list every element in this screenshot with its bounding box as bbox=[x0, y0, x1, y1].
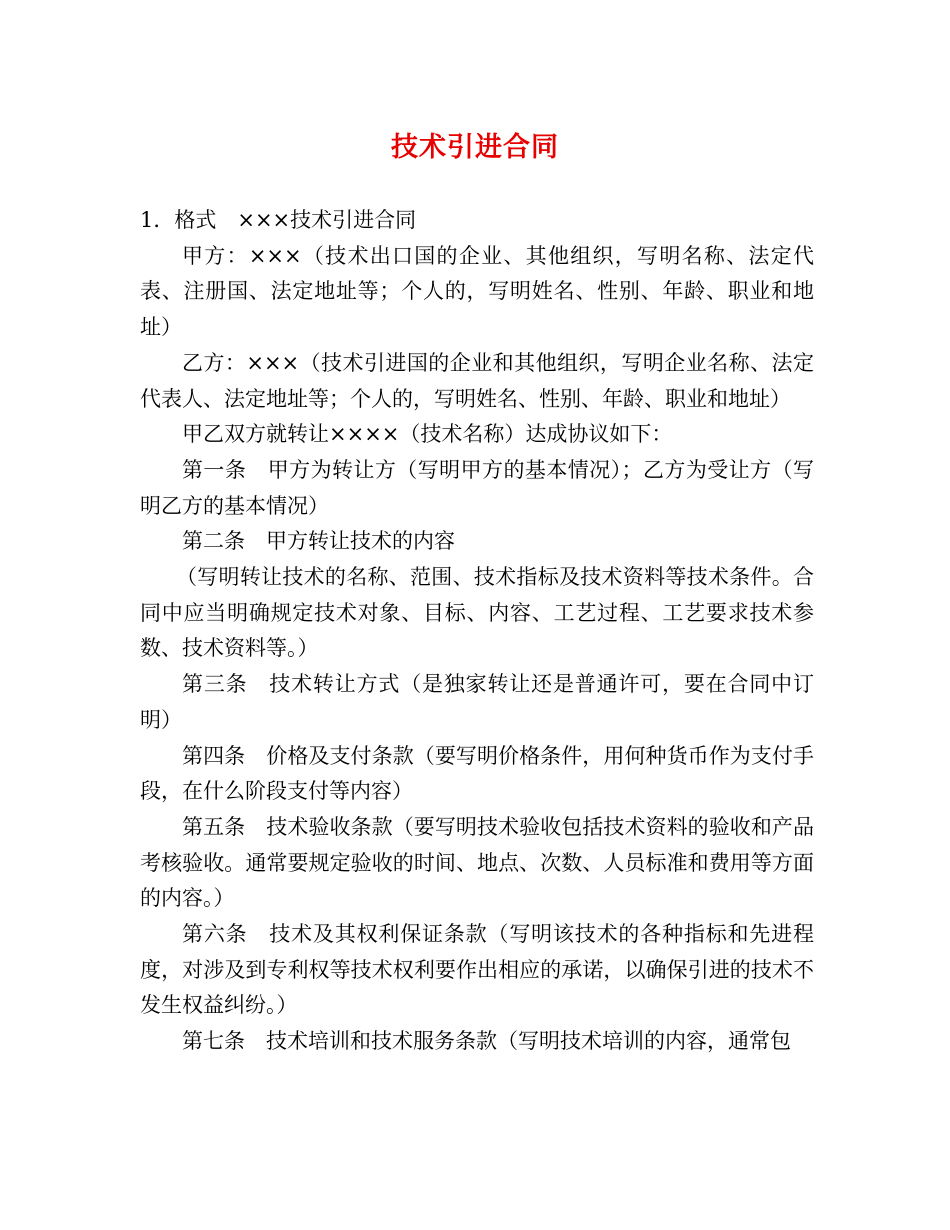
paragraph-article-7: 第七条 技术培训和技术服务条款（写明技术培训的内容，通常包 bbox=[182, 1029, 791, 1054]
paragraph-party-a: 甲方：×××（技术出口国的企业、其他组织，写明名称、法定代表、注册国、法定地址等；个人的，写明姓名、性别、年龄、职业和地址） bbox=[140, 243, 814, 340]
paragraph-article-2-detail: （写明转让技术的名称、范围、技术指标及技术资料等技术条件。合同中应当明确规定技术对象、目标、内容、工艺过程、工艺要求技术参数、技术资料等。） bbox=[140, 565, 814, 661]
paragraph-article-4: 第四条 价格及支付条款（要写明价格条件，用何种货币作为支付手段，在什么阶段支付等内容） bbox=[140, 743, 814, 804]
paragraph-agreement: 甲乙双方就转让××××（技术名称）达成协议如下： bbox=[182, 422, 673, 447]
document-title: 技术引进合同 bbox=[391, 132, 559, 163]
paragraph-article-3: 第三条 技术转让方式（是独家转让还是普通许可，要在合同中订明） bbox=[140, 672, 814, 732]
document-body bbox=[140, 203, 814, 1060]
paragraph-party-b: 乙方：×××（技术引进国的企业和其他组织，写明企业名称、法定代表人、法定地址等；个人的，写明姓名、性别、年龄、职业和地址） bbox=[140, 350, 814, 411]
paragraph-article-1: 第一条 甲方为转让方（写明甲方的基本情况）；乙方为受让方（写明乙方的基本情况） bbox=[140, 457, 814, 518]
paragraph-article-6: 第六条 技术及其权利保证条款（写明该技术的各种指标和先进程度，对涉及到专利权等技术权利要作出相应的承诺，以确保引进的技术不发生权益纠纷。） bbox=[140, 922, 814, 1018]
paragraph-article-5: 第五条 技术验收条款（要写明技术验收包括技术资料的验收和产品考核验收。通常要规定验收的时间、地点、次数、人员标准和费用等方面的内容。） bbox=[140, 814, 814, 911]
paragraph-article-2: 第二条 甲方转让技术的内容 bbox=[182, 529, 455, 554]
paragraph-format: 1．格式 ×××技术引进合同 bbox=[140, 208, 417, 232]
